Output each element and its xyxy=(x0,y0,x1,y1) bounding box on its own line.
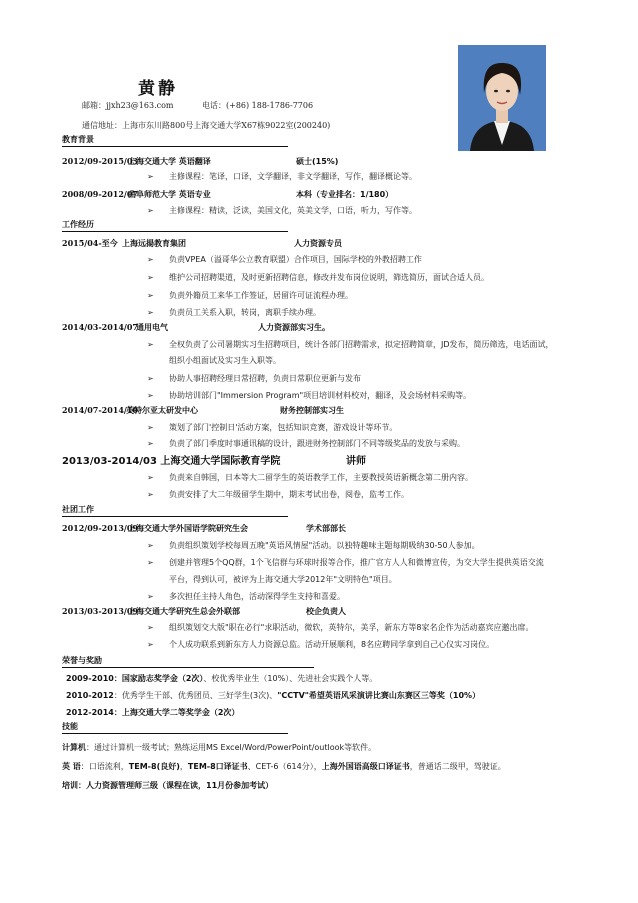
work-dates: 2015/04-至今 xyxy=(62,238,118,248)
work-org: 通用电气 xyxy=(136,323,168,332)
work-role: 人力资源部实习生。 xyxy=(258,323,330,332)
arrow-bullet-icon: ➢ xyxy=(147,423,154,432)
work-org: 英特尔亚太研发中心 xyxy=(126,406,198,415)
arrow-bullet-icon: ➢ xyxy=(147,490,154,499)
section-education-title: 教育背景 xyxy=(62,134,288,147)
club-row-1 xyxy=(62,523,346,533)
club-row-2 xyxy=(62,606,346,616)
work1-bullet-3: ➢ 负责外籍员工来华工作签证，居留许可证流程办理。 xyxy=(147,291,353,300)
arrow-bullet-icon: ➢ xyxy=(147,623,154,632)
club1-bullet-2-cont: 平台，得到认可，被评为上海交通大学2012年"文明特色"项目。 xyxy=(169,575,397,584)
work1-bullet-2: ➢ 维护公司招聘渠道，及时更新招聘信息，修改并发布岗位说明，筛选简历，面试合适人员。 xyxy=(147,273,489,282)
club-dates: 2013/03-2013/09 xyxy=(62,606,138,616)
work-role: 人力资源专员 xyxy=(294,239,342,248)
club1-bullet-1: ➢ 负责组织策划学校每周五晚"英语风情屋"活动。以独特趣味主题每期吸纳30-50人参加。 xyxy=(147,541,480,550)
work4-bullet-1: ➢ 负责来自韩国，日本等大二留学生的英语教学工作，主要教授英语新概念第二册内容。 xyxy=(147,473,473,482)
education-row-2 xyxy=(62,189,394,199)
arrow-bullet-icon: ➢ xyxy=(147,439,154,448)
work2-bullet-3: ➢ 协助培训部门"Immersion Program"项目培训材料校对，翻译，及会场材料采购等。 xyxy=(147,391,472,400)
arrow-bullet-icon: ➢ xyxy=(147,541,154,550)
work4-role: 讲师 xyxy=(346,456,366,467)
award-2: 2010-2012：优秀学生干部、优秀团员、三好学生(3次)、"CCTV"希望英语风采演讲比赛山东赛区三等奖（10%） xyxy=(66,691,481,700)
edu-courses-1: ➢ 主修课程：笔译，口译，文学翻译，非文学翻译，写作，翻译概论等。 xyxy=(147,172,417,181)
edu-degree: 硕士(15%) xyxy=(296,157,339,166)
work2-bullet-1-cont: 组织小组面试及实习生入职等。 xyxy=(169,356,281,365)
edu-degree: 本科（专业排名：1/180） xyxy=(296,190,394,199)
section-work-title: 工作经历 xyxy=(62,219,288,232)
club-org: 上海交通大学研究生总会外联部 xyxy=(128,607,240,616)
club1-bullet-3: ➢ 多次担任主持人角色，活动深得学生支持和喜爱。 xyxy=(147,592,345,601)
arrow-bullet-icon: ➢ xyxy=(147,374,154,383)
arrow-bullet-icon: ➢ xyxy=(147,391,154,400)
club2-bullet-1: ➢ 组织策划交大版"职在必行"求职活动，微软，英特尔，美孚，新东方等8家名企作为活动嘉宾应邀出席。 xyxy=(147,623,534,632)
work3-bullet-2: ➢ 负责了部门季度时事通讯稿的设计，跟进财务控制部门不同等级奖品的发放与采购。 xyxy=(147,439,465,448)
work4-bullet-2: ➢ 负责安排了大二年级留学生期中，期末考试出卷，阅卷，监考工作。 xyxy=(147,490,409,499)
work2-bullet-1: ➢ 全权负责了公司暑期实习生招聘项目，统计各部门招聘需求，拟定招聘简章，JD发布，简历筛选，电话面试， xyxy=(147,340,554,349)
work2-bullet-2: ➢ 协助人事招聘经理日常招聘，负责日常职位更新与发布 xyxy=(147,374,361,383)
club2-bullet-2: ➢ 个人成功联系到新东方人力资源总监。活动开展顺利，8名应聘同学拿到自己心仪实习岗位。 xyxy=(147,640,495,649)
work4-title: 2013/03-2014/03 上海交通大学国际教育学院 xyxy=(62,456,281,467)
arrow-bullet-icon: ➢ xyxy=(147,255,154,264)
work-dates: 2014/07-2014/10 xyxy=(62,405,138,415)
club-role: 学术部部长 xyxy=(306,524,346,533)
work3-bullet-1: ➢ 策划了部门'控制日'活动方案，包括知识竞赛，游戏设计等环节。 xyxy=(147,423,398,432)
work1-bullet-4: ➢ 负责员工关系入职，转岗，离职手续办理。 xyxy=(147,308,321,317)
address-text: 通信地址：上海市东川路800号上海交通大学X67栋9022室(200240) xyxy=(82,121,331,130)
email-text: 邮箱：jjxh23@163.com xyxy=(82,101,174,110)
edu-school: 上海交通大学 英语翻译 xyxy=(128,157,211,166)
skill-english: 英 语：口语流利，TEM-8(良好)，TEM-8口译证书、CET-6（614分），上海外国语高级口译证书，普通话二级甲，驾驶证。 xyxy=(62,762,506,771)
education-row-1 xyxy=(62,156,339,166)
edu-courses-2: ➢ 主修课程：精读，泛读，美国文化，英美文学，口语，听力，写作等。 xyxy=(147,206,417,215)
award-1: 2009-2010：国家励志奖学金（2次）、校优秀毕业生（10%）、先进社会实践个人等。 xyxy=(66,674,378,683)
edu-dates: 2012/09-2015/03 xyxy=(62,156,138,166)
skill-training: 培训：人力资源管理师三级（课程在读，11月份参加考试） xyxy=(62,781,274,790)
arrow-bullet-icon: ➢ xyxy=(147,640,154,649)
work-row-3 xyxy=(62,405,344,415)
work-row-4 xyxy=(62,452,366,467)
work-dates: 2014/03-2014/07 xyxy=(62,322,138,332)
skill-computer: 计算机：通过计算机一级考试；熟练运用MS Excel/Word/PowerPoint/outlook等软件。 xyxy=(62,743,377,752)
arrow-bullet-icon: ➢ xyxy=(147,592,154,601)
club-dates: 2012/09-2013/09 xyxy=(62,523,138,533)
section-skills-title: 技能 xyxy=(62,721,288,734)
arrow-bullet-icon: ➢ xyxy=(147,273,154,282)
work1-bullet-1: ➢ 负责VPEA（溢哥华公立教育联盟）合作项目，国际学校的外教招聘工作 xyxy=(147,255,422,264)
arrow-bullet-icon: ➢ xyxy=(147,473,154,482)
arrow-bullet-icon: ➢ xyxy=(147,340,154,349)
club1-bullet-2: ➢ 创建并管理5个QQ群，1个飞信群与环球时报等合作，推广官方人人和微博宣传，为交大学生提供英语交流 xyxy=(147,558,544,567)
arrow-bullet-icon: ➢ xyxy=(147,206,154,215)
profile-photo xyxy=(458,45,546,151)
work-row-1 xyxy=(62,238,342,249)
phone-text: 电话：(+86) 188-1786-7706 xyxy=(202,101,314,110)
section-awards-title: 荣誉与奖励 xyxy=(62,655,314,668)
section-clubs-title: 社团工作 xyxy=(62,504,288,517)
arrow-bullet-icon: ➢ xyxy=(147,308,154,317)
award-3: 2012-2014：上海交通大学二等奖学金（2次） xyxy=(66,708,240,717)
work-org: 上海远揚教育集团 xyxy=(122,239,186,248)
arrow-bullet-icon: ➢ xyxy=(147,558,154,567)
club-role: 校企负责人 xyxy=(306,607,346,616)
work-row-2 xyxy=(62,322,330,332)
edu-dates: 2008/09-2012/07 xyxy=(62,189,138,199)
work-role: 财务控制部实习生 xyxy=(280,406,344,415)
arrow-bullet-icon: ➢ xyxy=(147,291,154,300)
person-name: 黄静 xyxy=(138,79,178,99)
edu-school: 曲阜师范大学 英语专业 xyxy=(128,190,211,199)
arrow-bullet-icon: ➢ xyxy=(147,172,154,181)
club-org: 上海交通大学外国语学院研究生会 xyxy=(128,524,248,533)
